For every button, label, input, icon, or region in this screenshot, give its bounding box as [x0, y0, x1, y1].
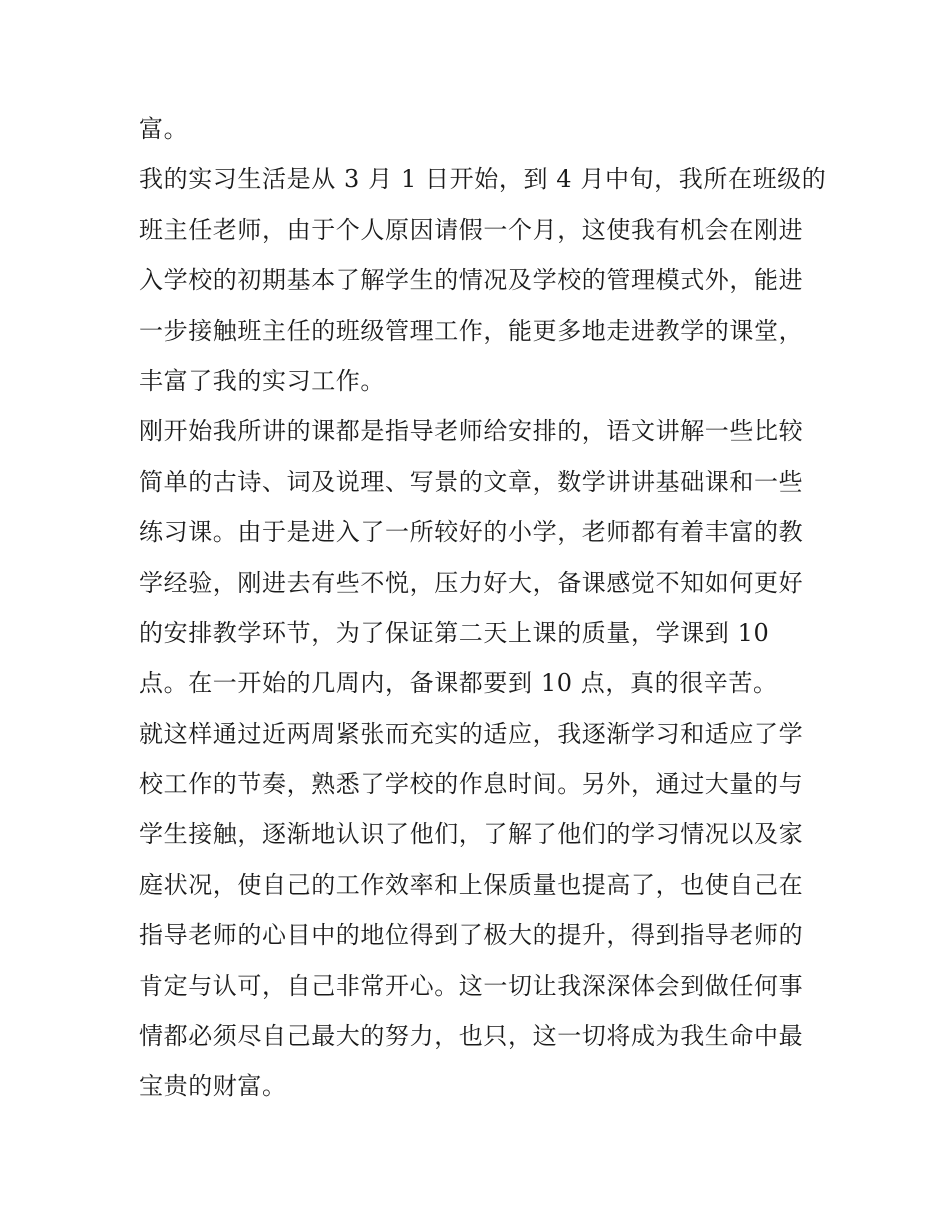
- text-line: 班主任老师，由于个人原因请假一个月，这使我有机会在刚进: [139, 215, 804, 244]
- text-line: 的安排教学环节，为了保证第二天上课的质量，学课到 10: [139, 618, 770, 647]
- text-line: 练习课。由于是进入了一所较好的小学，老师都有着丰富的教: [139, 518, 804, 547]
- text-line: 肯定与认可，自己非常开心。这一切让我深深体会到做任何事: [139, 971, 804, 1000]
- text-line: 宝贵的财富。: [139, 1072, 287, 1101]
- text-line: 入学校的初期基本了解学生的情况及学校的管理模式外，能进: [139, 266, 804, 295]
- text-line: 学生接触，逐渐地认识了他们，了解了他们的学习情况以及家: [139, 820, 804, 849]
- text-line: 点。在一开始的几周内，备课都要到 10 点，真的很辛苦。: [139, 669, 778, 698]
- text-line: 情都必须尽自己最大的努力，也只，这一切将成为我生命中最: [139, 1022, 804, 1051]
- text-line: 简单的古诗、词及说理、写景的文章，数学讲讲基础课和一些: [139, 467, 804, 496]
- text-line: 丰富了我的实习工作。: [139, 366, 385, 395]
- text-line: 庭状况，使自己的工作效率和上保质量也提高了，也使自己在: [139, 870, 804, 899]
- text-line: 我的实习生活是从 3 月 1 日开始，到 4 月中旬，我所在班级的: [139, 165, 827, 194]
- text-line: 指导老师的心目中的地位得到了极大的提升，得到指导老师的: [139, 921, 804, 950]
- text-line: 学经验，刚进去有些不悦，压力好大，备课感觉不知如何更好: [139, 568, 804, 597]
- text-line: 富。: [139, 115, 189, 143]
- body-text: [139, 104, 827, 1112]
- text-line: 刚开始我所讲的课都是指导老师给安排的，语文讲解一些比较: [139, 417, 804, 446]
- text-line: 就这样通过近两周紧张而充实的适应，我逐渐学习和适应了学: [139, 719, 804, 748]
- text-line: 校工作的节奏，熟悉了学校的作息时间。另外，通过大量的与: [139, 770, 804, 799]
- text-line: 一步接触班主任的班级管理工作，能更多地走进教学的课堂，: [139, 316, 804, 345]
